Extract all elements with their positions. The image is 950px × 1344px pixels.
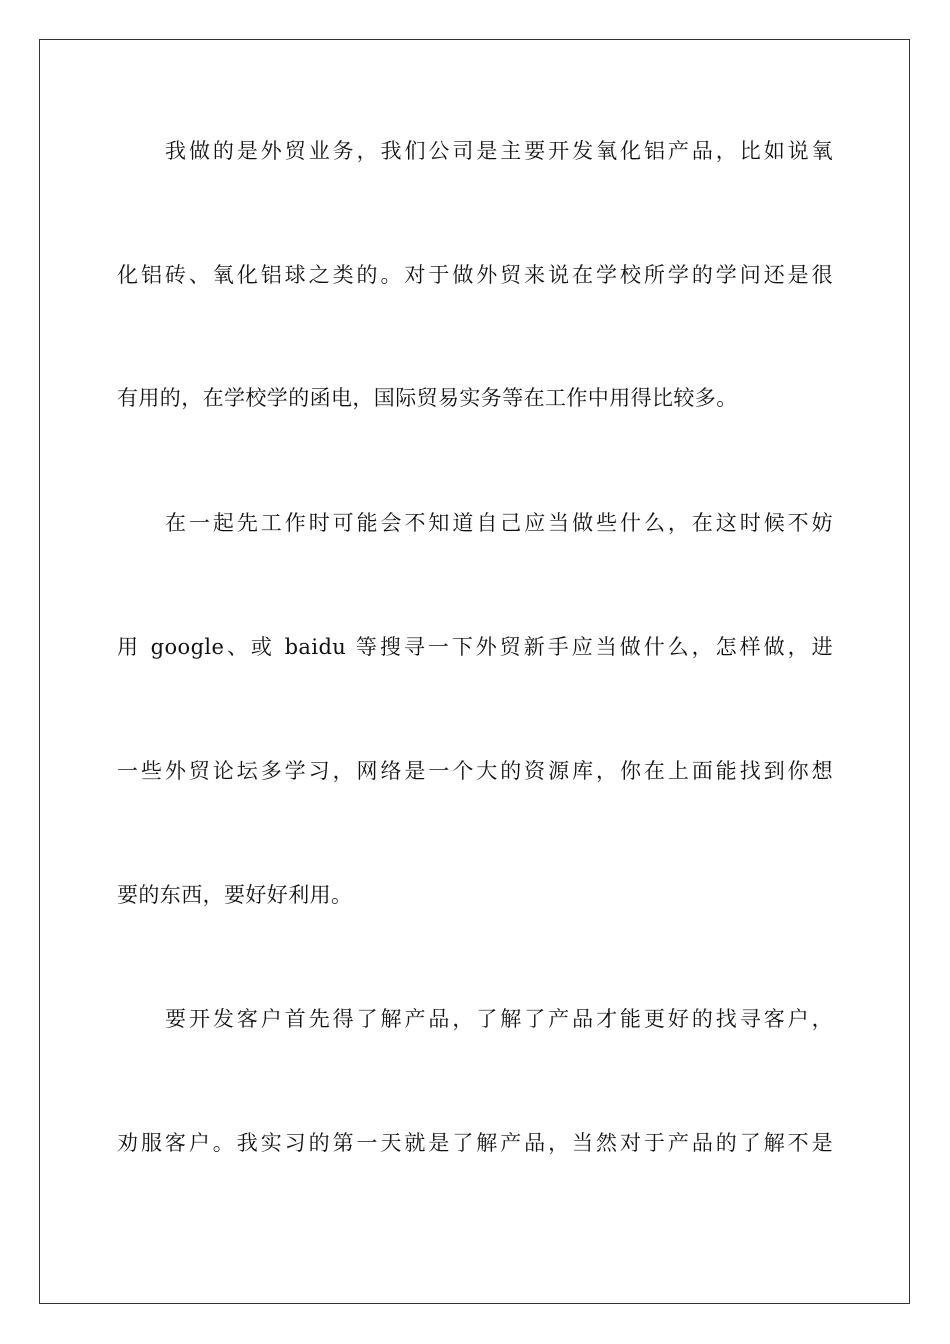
page-frame [39, 39, 910, 1304]
paragraph-3-line-2: 劝服客户。我实习的第一天就是了解产品，当然对于产品的了解不是 [117, 1131, 833, 1155]
paragraph-2-line-4: 要的东西，要好好利用。 [117, 883, 353, 907]
paragraph-1-line-3: 有用的，在学校学的函电，国际贸易实务等在工作中用得比较多。 [117, 386, 738, 410]
paragraph-1-line-1: 我做的是外贸业务，我们公司是主要开发氧化铝产品，比如说氧 [165, 139, 833, 163]
paragraph-2-line-2: 用 google、或 baidu 等搜寻一下外贸新手应当做什么，怎样做，进 [117, 635, 833, 659]
paragraph-1-line-2: 化铝砖、氧化铝球之类的。对于做外贸来说在学校所学的学问还是很 [117, 263, 833, 287]
paragraph-3-line-1: 要开发客户首先得了解产品，了解了产品才能更好的找寻客户， [165, 1007, 833, 1031]
paragraph-2-line-3: 一些外贸论坛多学习，网络是一个大的资源库，你在上面能找到你想 [117, 759, 833, 783]
paragraph-2-line-1: 在一起先工作时可能会不知道自己应当做些什么，在这时候不妨 [165, 511, 833, 535]
